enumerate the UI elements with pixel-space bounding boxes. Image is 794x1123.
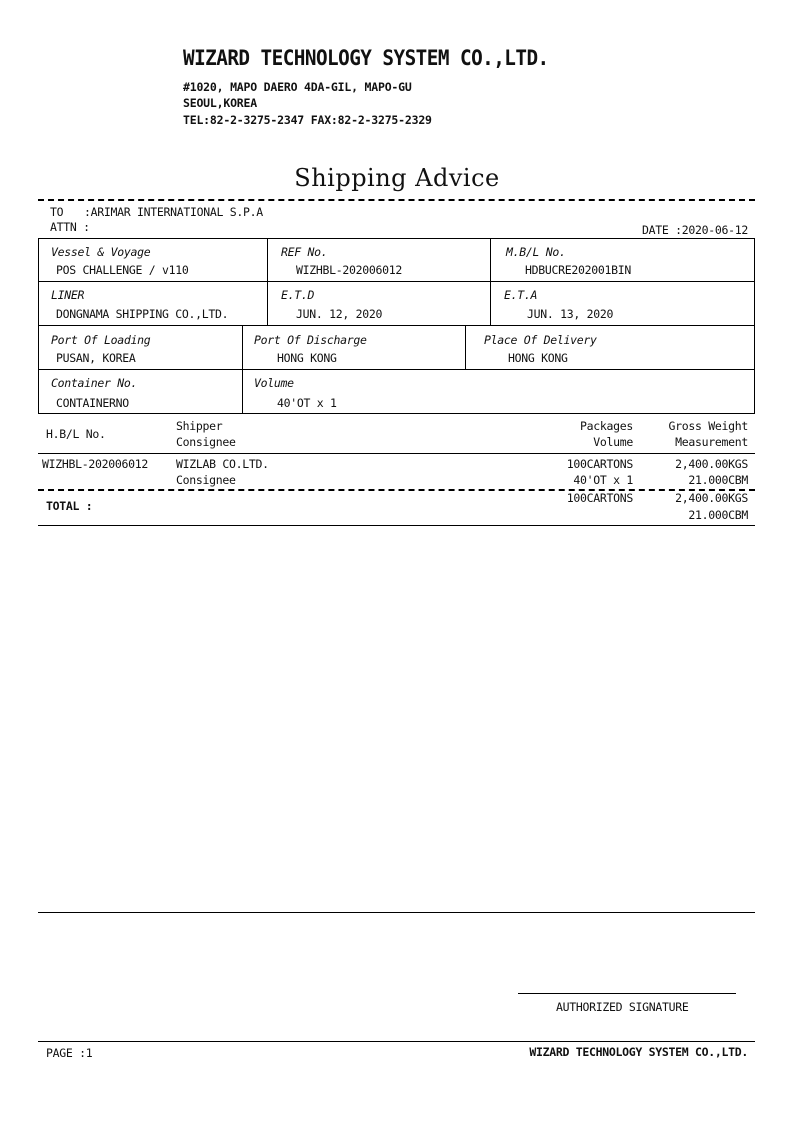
grid-col-divider	[490, 238, 491, 325]
port-of-loading-label: Port Of Loading	[51, 333, 151, 347]
document-title: Shipping Advice	[294, 164, 500, 192]
company-contact: TEL:82-2-3275-2347 FAX:82-2-3275-2329	[183, 113, 432, 127]
signature-line	[518, 993, 736, 994]
row-shipper: WIZLAB CO.LTD.	[176, 457, 269, 471]
place-of-delivery-value: HONG KONG	[508, 351, 568, 365]
grid-row-divider	[38, 369, 755, 370]
page-footer-divider	[38, 1041, 755, 1042]
port-of-discharge-value: HONG KONG	[277, 351, 337, 365]
row-gross-weight: 2,400.00KGS	[675, 457, 748, 471]
container-label: Container No.	[51, 376, 138, 390]
container-value: CONTAINERNO	[56, 396, 129, 410]
to-value: :ARIMAR INTERNATIONAL S.P.A	[84, 205, 263, 219]
to-label: TO	[50, 205, 64, 219]
ref-label: REF No.	[281, 245, 328, 259]
date-text: DATE :2020-06-12	[642, 223, 748, 237]
vessel-value: POS CHALLENGE / v110	[56, 263, 189, 277]
port-of-loading-value: PUSAN, KOREA	[56, 351, 136, 365]
title-divider	[38, 199, 755, 201]
eta-value: JUN. 13, 2020	[527, 307, 614, 321]
company-name: WIZARD TECHNOLOGY SYSTEM CO.,LTD.	[183, 46, 549, 70]
col-header-consignee: Consignee	[176, 435, 236, 449]
grid-col-divider	[242, 369, 243, 414]
row-measurement: 21.000CBM	[688, 473, 748, 487]
total-label: TOTAL :	[46, 499, 93, 513]
etd-value: JUN. 12, 2020	[296, 307, 383, 321]
company-address-line1: #1020, MAPO DAERO 4DA-GIL, MAPO-GU	[183, 80, 412, 94]
company-address-line2: SEOUL,KOREA	[183, 96, 257, 110]
col-header-packages: Packages	[580, 419, 633, 433]
place-of-delivery-label: Place Of Delivery	[484, 333, 597, 347]
total-packages: 100CARTONS	[566, 491, 633, 505]
grid-row-divider	[38, 281, 755, 282]
total-divider	[38, 489, 755, 491]
ref-value: WIZHBL-202006012	[296, 263, 402, 277]
eta-label: E.T.A	[504, 288, 538, 302]
col-header-shipper: Shipper	[176, 419, 223, 433]
total-gross-weight: 2,400.00KGS	[675, 491, 748, 505]
etd-label: E.T.D	[281, 288, 315, 302]
liner-label: LINER	[51, 288, 85, 302]
vessel-label: Vessel & Voyage	[51, 245, 151, 259]
row-hbl: WIZHBL-202006012	[42, 457, 148, 471]
port-of-discharge-label: Port Of Discharge	[254, 333, 367, 347]
volume-value: 40'OT x 1	[277, 396, 337, 410]
grid-col-divider	[465, 325, 466, 369]
volume-label: Volume	[254, 376, 294, 390]
total-measurement: 21.000CBM	[688, 508, 748, 522]
col-header-gross-weight: Gross Weight	[668, 419, 748, 433]
mbl-label: M.B/L No.	[506, 245, 566, 259]
table-header-divider	[38, 453, 755, 454]
row-consignee: Consignee	[176, 473, 236, 487]
attn-label: ATTN :	[50, 220, 90, 234]
row-packages: 100CARTONS	[566, 457, 633, 471]
col-header-measurement: Measurement	[675, 435, 748, 449]
grid-col-divider	[267, 238, 268, 325]
col-header-hbl: H.B/L No.	[46, 427, 106, 441]
footer-company-name: WIZARD TECHNOLOGY SYSTEM CO.,LTD.	[529, 1045, 748, 1059]
footer-section-divider	[38, 912, 755, 913]
col-header-volume: Volume	[593, 435, 633, 449]
grid-row-divider	[38, 325, 755, 326]
liner-value: DONGNAMA SHIPPING CO.,LTD.	[56, 307, 229, 321]
mbl-value: HDBUCRE202001BIN	[525, 263, 631, 277]
authorized-signature-label: AUTHORIZED SIGNATURE	[556, 1000, 689, 1014]
table-bottom-line	[38, 525, 755, 526]
row-volume: 40'OT x 1	[573, 473, 633, 487]
grid-col-divider	[242, 325, 243, 369]
page-number: PAGE :1	[46, 1046, 93, 1060]
